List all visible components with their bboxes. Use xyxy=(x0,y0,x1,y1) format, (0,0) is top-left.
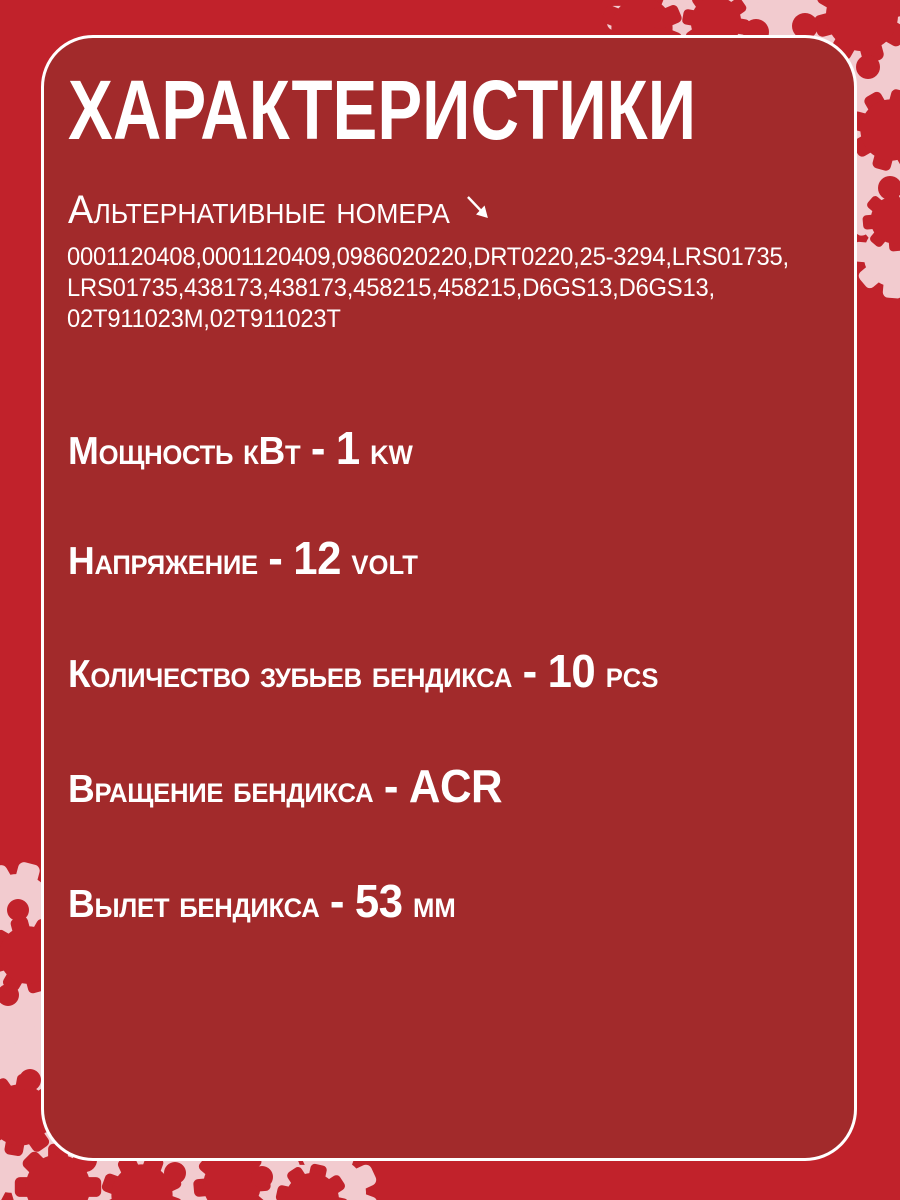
spec-value: 12 xyxy=(293,532,341,584)
spec-separator: - xyxy=(383,760,399,812)
spec-label: Мощность кВт xyxy=(68,430,301,473)
spec-row-voltage xyxy=(68,531,418,585)
spec-row-pinion-offset xyxy=(68,874,456,928)
spec-label: Вращение бендикса xyxy=(68,768,374,811)
spec-row-power xyxy=(68,421,413,475)
spec-separator: - xyxy=(268,532,283,584)
spec-separator: - xyxy=(522,645,538,697)
arrow-down-right-icon xyxy=(463,192,493,224)
spec-separator: - xyxy=(329,875,345,927)
spec-card xyxy=(41,35,857,1161)
spec-unit: kw xyxy=(370,430,413,473)
alt-numbers-line: 0001120408,0001120409,0986020220,DRT0220,25-3294,LRS01735, xyxy=(67,243,789,271)
alt-numbers-heading-label: Альтернативные номера xyxy=(68,188,450,232)
alt-numbers-line: 02T911023M,02T911023T xyxy=(67,304,341,333)
spec-unit: мм xyxy=(413,883,456,926)
spec-value: ACR xyxy=(408,760,503,812)
spec-unit: volt xyxy=(351,540,418,583)
alt-numbers-heading xyxy=(68,188,494,232)
spec-label: Вылет бендикса xyxy=(68,883,320,926)
spec-row-teeth-count xyxy=(68,644,658,698)
spec-label: Напряжение xyxy=(68,540,258,583)
spec-value: 53 xyxy=(354,875,403,927)
spec-unit: pcs xyxy=(605,653,659,696)
spec-separator: - xyxy=(310,422,326,474)
page-title: ХАРАКТЕРИСТИКИ xyxy=(68,63,696,157)
spec-label: Количество зубьев бендикса xyxy=(68,653,513,696)
spec-row-rotation xyxy=(68,759,513,813)
spec-value: 1 xyxy=(335,422,360,474)
alt-numbers-list xyxy=(67,242,789,334)
spec-value: 10 xyxy=(547,645,596,697)
alt-numbers-line: LRS01735,438173,438173,458215,458215,D6GS13,D6GS13, xyxy=(67,273,715,302)
